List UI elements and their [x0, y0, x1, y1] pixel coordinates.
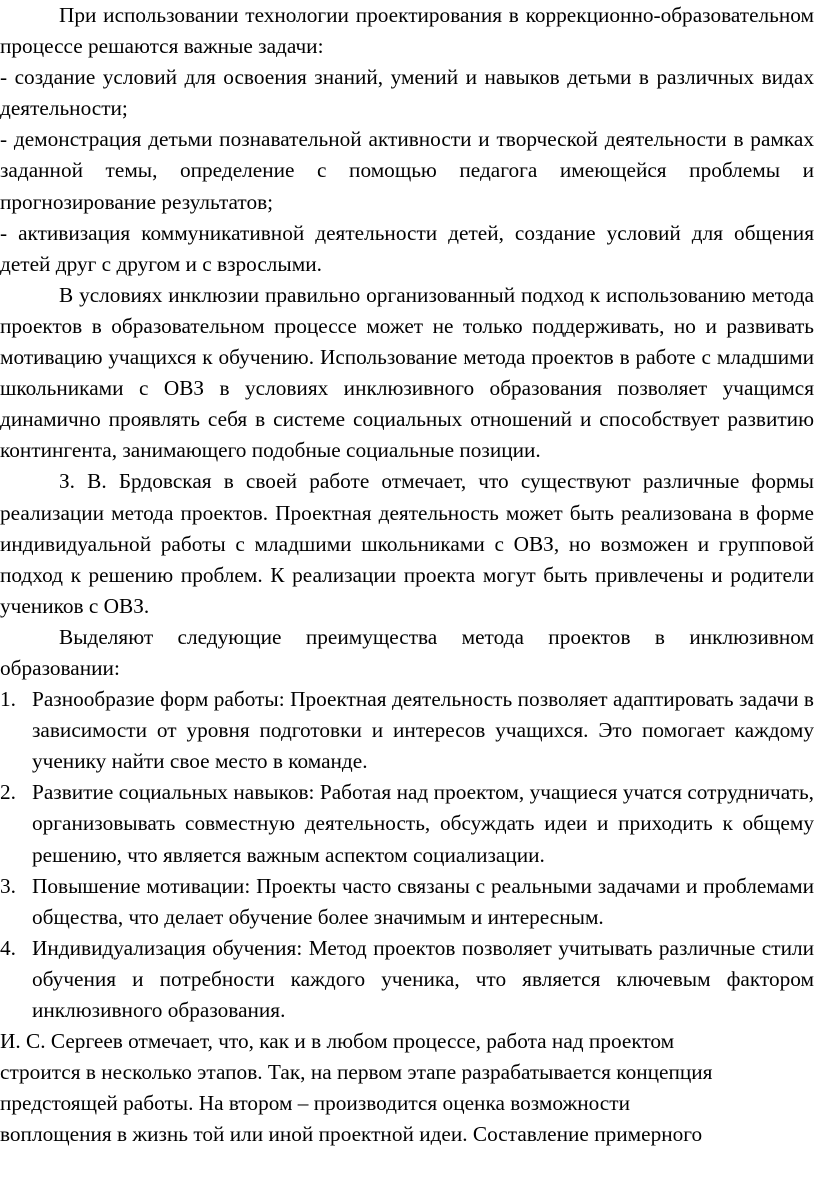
sergeev-line-3: предстоящей работы. На втором – производится оценка возможности [0, 1091, 630, 1116]
inclusion-paragraph: В условиях инклюзии правильно организованный подход к использованию метода проектов в образовательном процессе может не только поддерживать, но и развивать мотивацию учащихся к обучению. Использование метода проектов в работе с младшими школьниками с ОВЗ в условиях инклюзивного образования позволяет учащимся динамично проявлять себя в системе социальных отношений и способствует развитию контингента, занимающего подобные социальные позиции. [0, 282, 814, 463]
task-item-3: - активизация коммуникативной деятельности детей, создание условий для общения детей друг с другом и с взрослыми. [0, 220, 814, 276]
list-text: Разнообразие форм работы: Проектная деятельность позволяет адаптировать задачи в зависимости от уровня подготовки и интересов учащихся. Это помогает каждому ученику найти свое место в команде. [32, 687, 814, 774]
list-item [0, 777, 814, 870]
task-item-2: - демонстрация детьми познавательной активности и творческой деятельности в рамках заданной темы, определение с помощью педагога имеющейся проблемы и прогнозирование результатов; [0, 127, 814, 214]
list-item [0, 933, 814, 1026]
list-item [0, 871, 814, 933]
brdovskaya-paragraph: З. В. Брдовская в своей работе отмечает, что существуют различные формы реализации метода проектов. Проектная деятельность может быть реализована в форме индивидуальной работы с младшими школьниками с ОВЗ, но возможен и групповой подход к решению проблем. К реализации проекта могут быть привлечены и родители учеников с ОВЗ. [0, 469, 814, 618]
list-number: 3. [0, 873, 16, 898]
sergeev-paragraph [0, 1026, 814, 1150]
list-item [0, 684, 814, 777]
intro-paragraph: При использовании технологии проектирования в коррекционно-образовательном процессе решаются важные задачи: [0, 3, 814, 59]
list-number: 4. [0, 935, 16, 960]
advantages-list [0, 684, 814, 1026]
list-number: 2. [0, 780, 16, 805]
list-text: Индивидуализация обучения: Метод проектов позволяет учитывать различные стили обучения и потребности каждого ученика, что является ключевым фактором инклюзивного образования. [32, 935, 814, 1022]
sergeev-line-4: воплощения в жизнь той или иной проектной идеи. Составление примерного [0, 1122, 703, 1147]
advantages-intro: Выделяют следующие преимущества метода проектов в инклюзивном образовании: [0, 624, 814, 680]
list-text: Развитие социальных навыков: Работая над проектом, учащиеся учатся сотрудничать, организовывать совместную деятельность, обсуждать идеи и приходить к общему решению, что является важным аспектом социализации. [32, 780, 814, 867]
list-number: 1. [0, 687, 16, 712]
list-text: Повышение мотивации: Проекты часто связаны с реальными задачами и проблемами общества, что делает обучение более значимым и интересным. [32, 873, 814, 929]
task-item-1: - создание условий для освоения знаний, умений и навыков детьми в различных видах деятельности; [0, 65, 814, 121]
sergeev-line-1: И. С. Сергеев отмечает, что, как и в любом процессе, работа над проектом [0, 1029, 675, 1054]
sergeev-line-2: строится в несколько этапов. Так, на первом этапе разрабатывается концепция [0, 1060, 713, 1085]
